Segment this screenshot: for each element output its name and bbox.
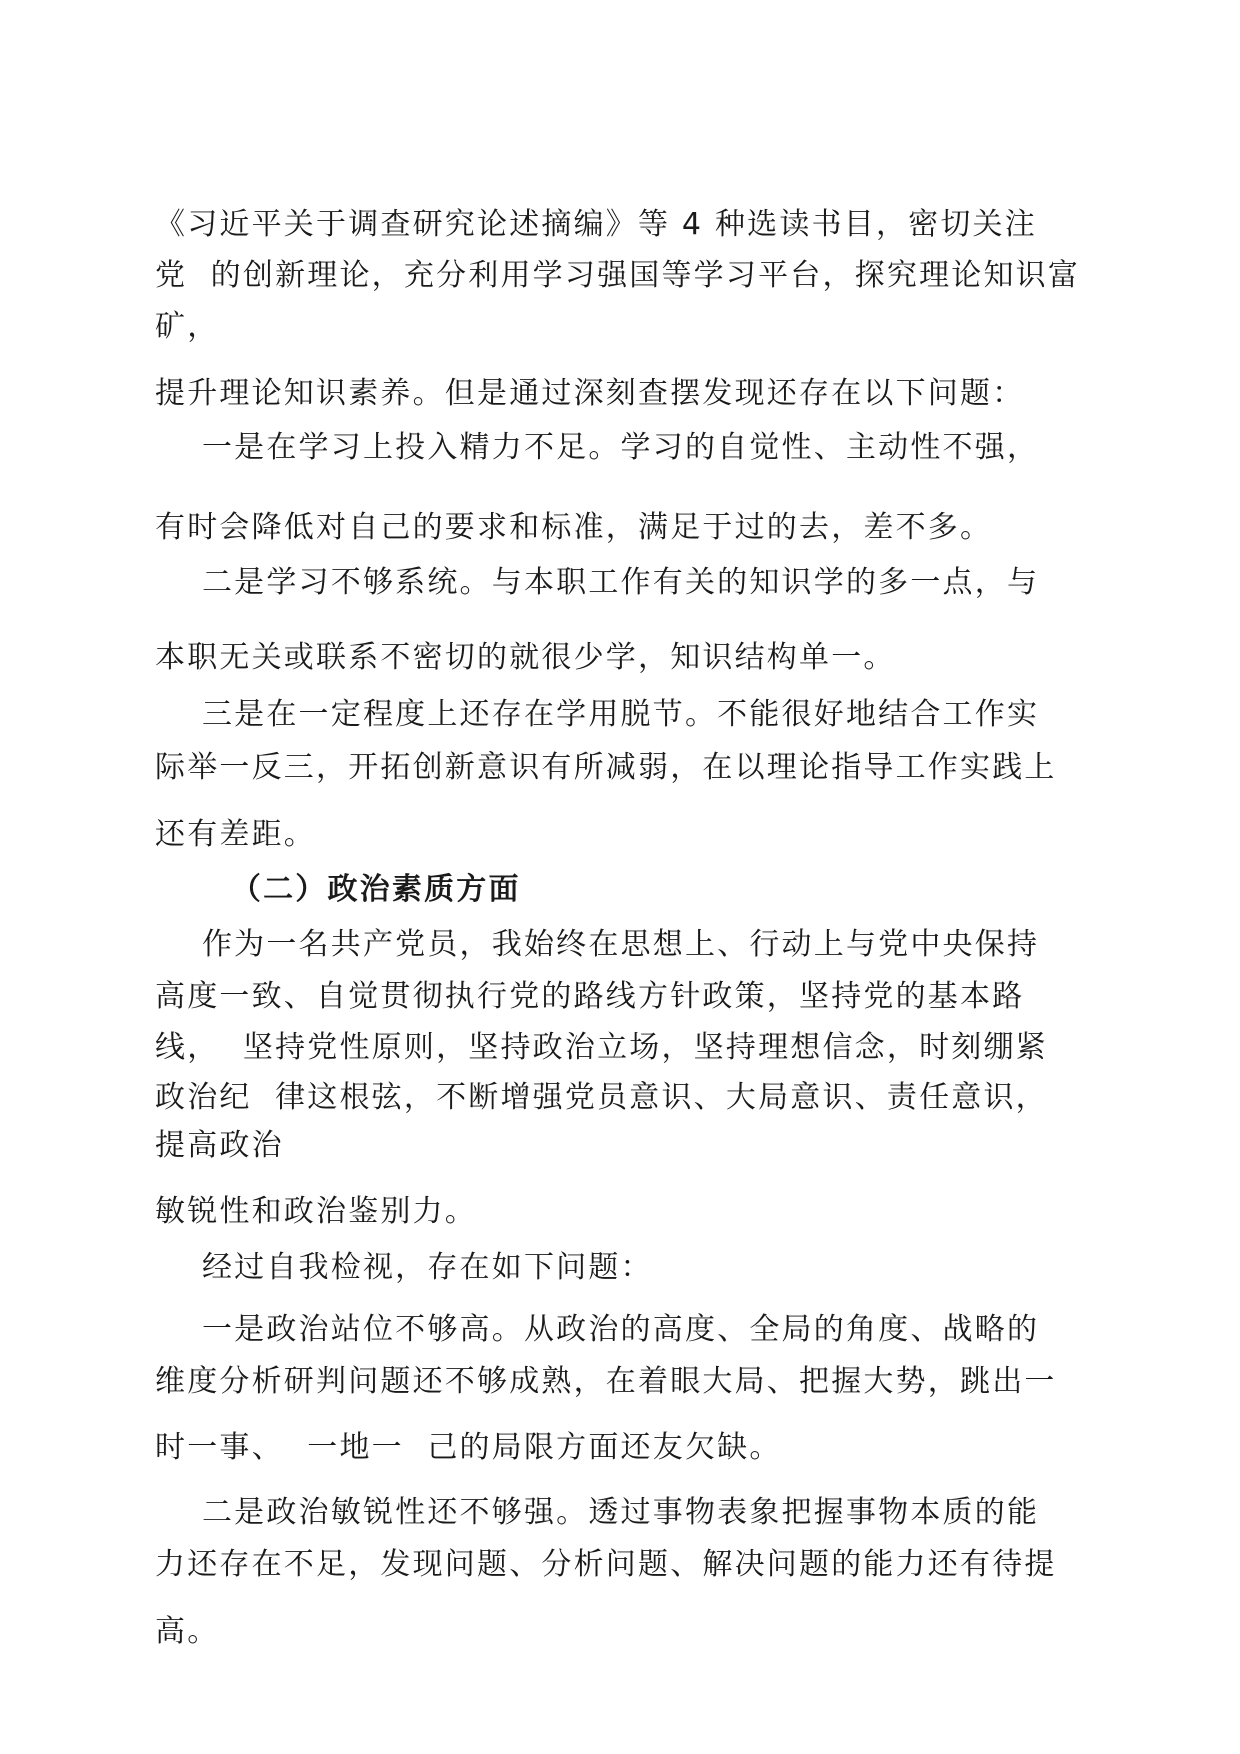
text-line: 提升理论知识素养。但是通过深刻查摆发现还存在以下问题： (155, 376, 1025, 411)
text-line: 作为一名共产党员，我始终在思想上、行动上与党中央保持 (155, 927, 1040, 962)
text-line: 政治纪 律这根弦，不断增强党员意识、大局意识、责任意识， (155, 1080, 1048, 1115)
section-heading: （二）政治素质方面 (155, 872, 521, 907)
text-line: 二是学习不够系统。与本职工作有关的知识学的多一点，与 (155, 565, 1040, 600)
text-line: 一是在学习上投入精力不足。学习的自觉性、主动性不强， (155, 430, 1040, 465)
text-line: 一是政治站位不够高。从政治的高度、全局的角度、战略的 (155, 1312, 1040, 1347)
text-line: 经过自我检视，存在如下问题： (155, 1250, 653, 1285)
text-line: 高度一致、自觉贯彻执行党的路线方针政策，坚持党的基本路 (155, 979, 1025, 1014)
text-line: 二是政治敏锐性还不够强。透过事物表象把握事物本质的能 (155, 1495, 1040, 1530)
text-line: 力还存在不足，发现问题、分析问题、解决问题的能力还有待提 (155, 1547, 1057, 1582)
text-line: 际举一反三，开拓创新意识有所减弱，在以理论指导工作实践上 (155, 750, 1057, 785)
text-line: 党 的创新理论，充分利用学习强国等学习平台，探究理论知识富 (155, 258, 1081, 293)
text-line: 高。 (155, 1614, 220, 1649)
text-line: 线， 坚持党性原则，坚持政治立场，坚持理想信念，时刻绷紧 (155, 1030, 1048, 1065)
text-line: 本职无关或联系不密切的就很少学，知识结构单一。 (155, 640, 896, 675)
text-line: 提高政治 (155, 1128, 284, 1163)
text-line: 有时会降低对自己的要求和标准，满足于过的去，差不多。 (155, 510, 993, 545)
text-line: 《习近平关于调查研究论述摘编》等 4 种选读书目，密切关注 (155, 207, 1037, 242)
text-line: 维度分析研判问题还不够成熟，在着眼大局、把握大势，跳出一 (155, 1364, 1057, 1399)
text-line: 三是在一定程度上还存在学用脱节。不能很好地结合工作实 (155, 697, 1040, 732)
text-line: 时一事、 一地一 己的局限方面还友欠缺。 (155, 1430, 782, 1465)
text-line: 矿， (155, 309, 220, 344)
text-line: 敏锐性和政治鉴别力。 (155, 1194, 477, 1229)
text-line: 还有差距。 (155, 817, 316, 852)
